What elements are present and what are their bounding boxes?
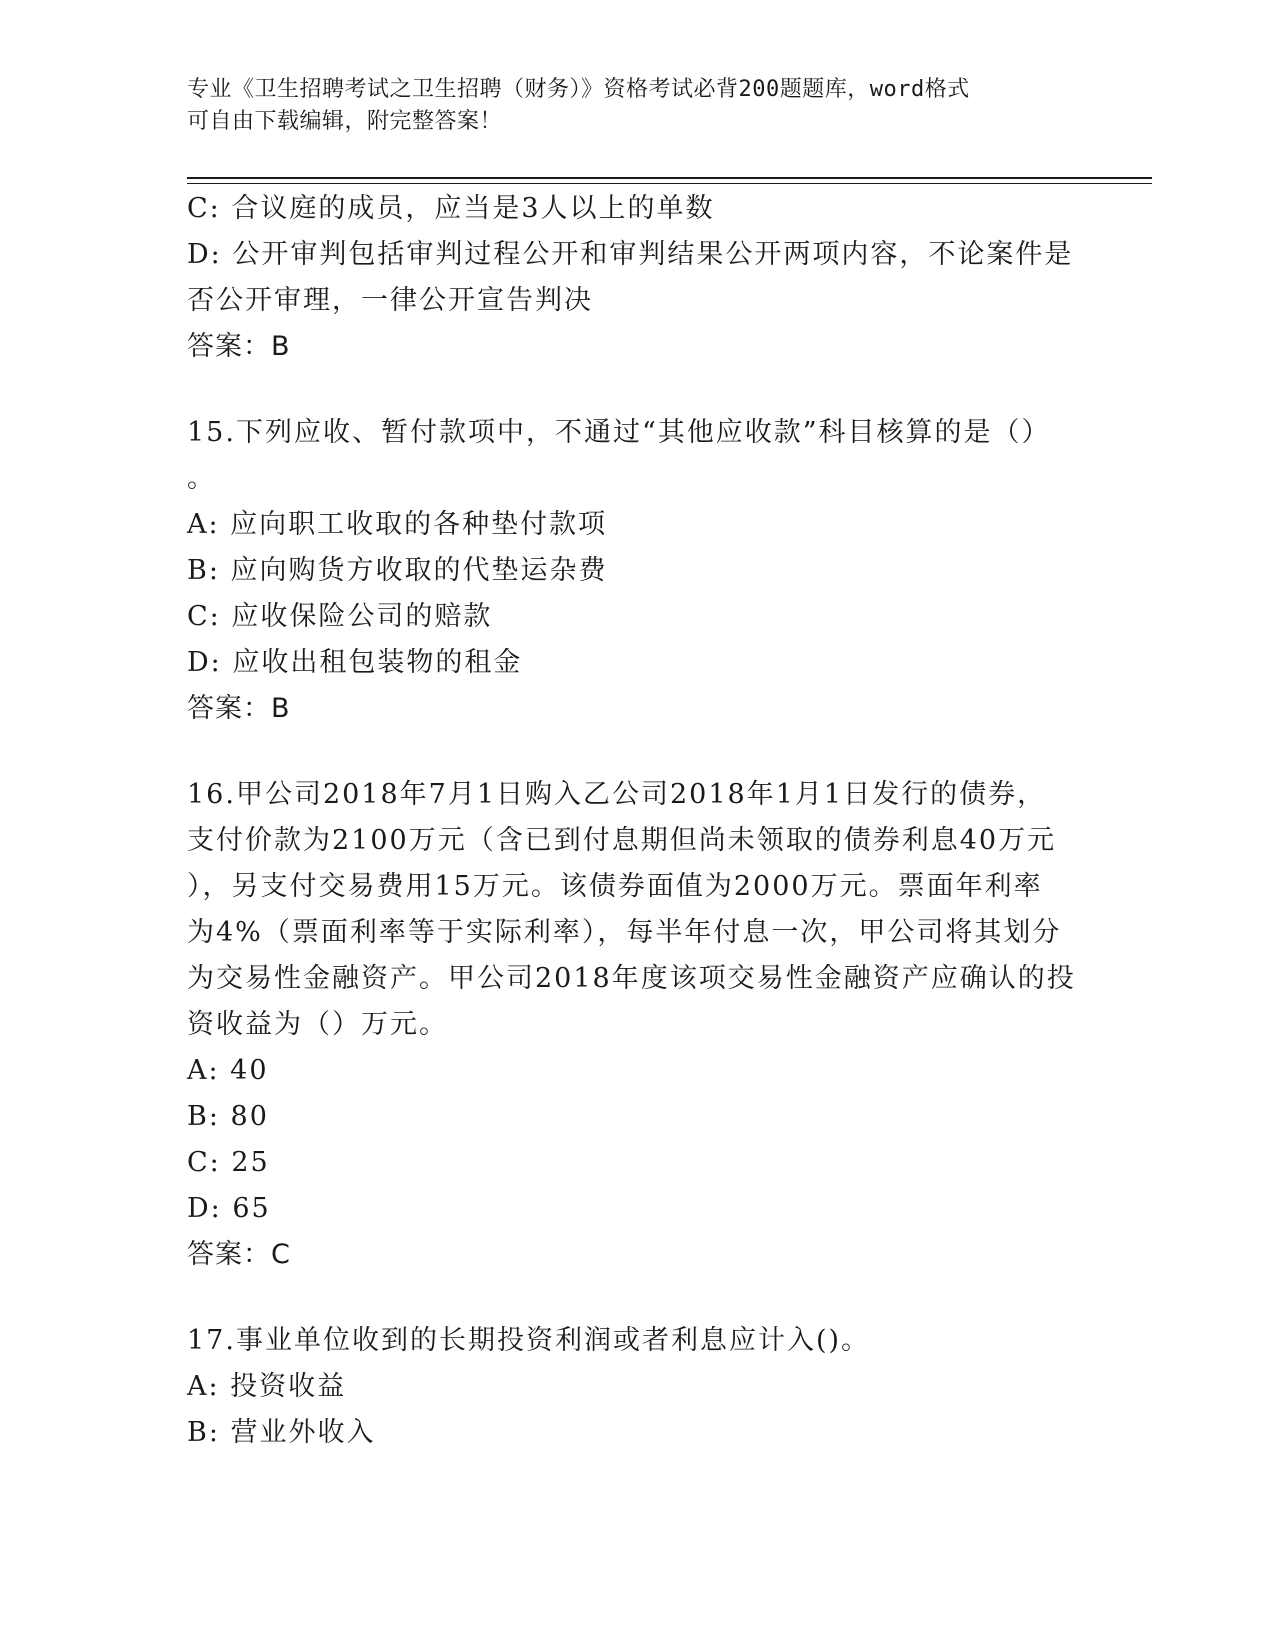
question-15: [187, 410, 1077, 732]
spacer: [187, 732, 1077, 772]
answer: 答案：B: [187, 693, 291, 724]
option-b: B: 80: [187, 1101, 269, 1132]
question-16: [187, 772, 1077, 1278]
question-stem: 15.下列应收、暂付款项中，不通过“其他应收款”科目核算的是（）: [187, 417, 1051, 448]
option-c: C: 合议庭的成员，应当是3人以上的单数: [187, 193, 715, 224]
option-d: D: 公开审判包括审判过程公开和审判结果公开两项内容，不论案件是: [187, 239, 1074, 270]
question-stem: 资收益为（）万元。: [187, 1009, 448, 1040]
option-d: D: 65: [187, 1193, 271, 1224]
question-stem: 16.甲公司2018年7月1日购入乙公司2018年1月1日发行的债券，: [187, 779, 1047, 810]
spacer: [187, 370, 1077, 410]
question-stem: 为交易性金融资产。甲公司2018年度该项交易性金融资产应确认的投: [187, 963, 1076, 994]
option-b: B: 营业外收入: [187, 1417, 376, 1448]
header-divider-thin: [187, 183, 1152, 184]
option-c: C: 25: [187, 1147, 270, 1178]
question-stem: 支付价款为2100万元（含已到付息期但尚未领取的债券利息40万元: [187, 825, 1057, 856]
option-a: A: 40: [187, 1055, 269, 1086]
option-b: B: 应向购货方收取的代垫运杂费: [187, 555, 608, 586]
question-stem: 17.事业单位收到的长期投资利润或者利息应计入()。: [187, 1325, 871, 1356]
option-c: C: 应收保险公司的赔款: [187, 601, 493, 632]
option-d-continued: 否公开审理，一律公开宣告判决: [187, 285, 593, 316]
header-line: 可自由下载编辑，附完整答案！: [187, 109, 503, 134]
question-list: [187, 186, 1077, 1456]
question-stem: 。: [187, 463, 216, 494]
header-divider: [187, 177, 1152, 179]
spacer: [187, 1278, 1077, 1318]
option-a: A: 投资收益: [187, 1371, 347, 1402]
question-14: [187, 186, 1077, 370]
question-stem: ），另支付交易费用15万元。该债券面值为2000万元。票面年利率: [187, 871, 1043, 902]
question-stem: 为4%（票面利率等于实际利率），每半年付息一次，甲公司将其划分: [187, 917, 1062, 948]
answer: 答案：B: [187, 331, 291, 362]
option-a: A: 应向职工收取的各种垫付款项: [187, 509, 608, 540]
option-d: D: 应收出租包装物的租金: [187, 647, 523, 678]
answer: 答案：C: [187, 1239, 291, 1270]
question-17: [187, 1318, 1077, 1456]
header-line: 专业《卫生招聘考试之卫生招聘（财务）》资格考试必背200题题库，word格式: [187, 77, 970, 102]
document-header: [187, 74, 1067, 138]
